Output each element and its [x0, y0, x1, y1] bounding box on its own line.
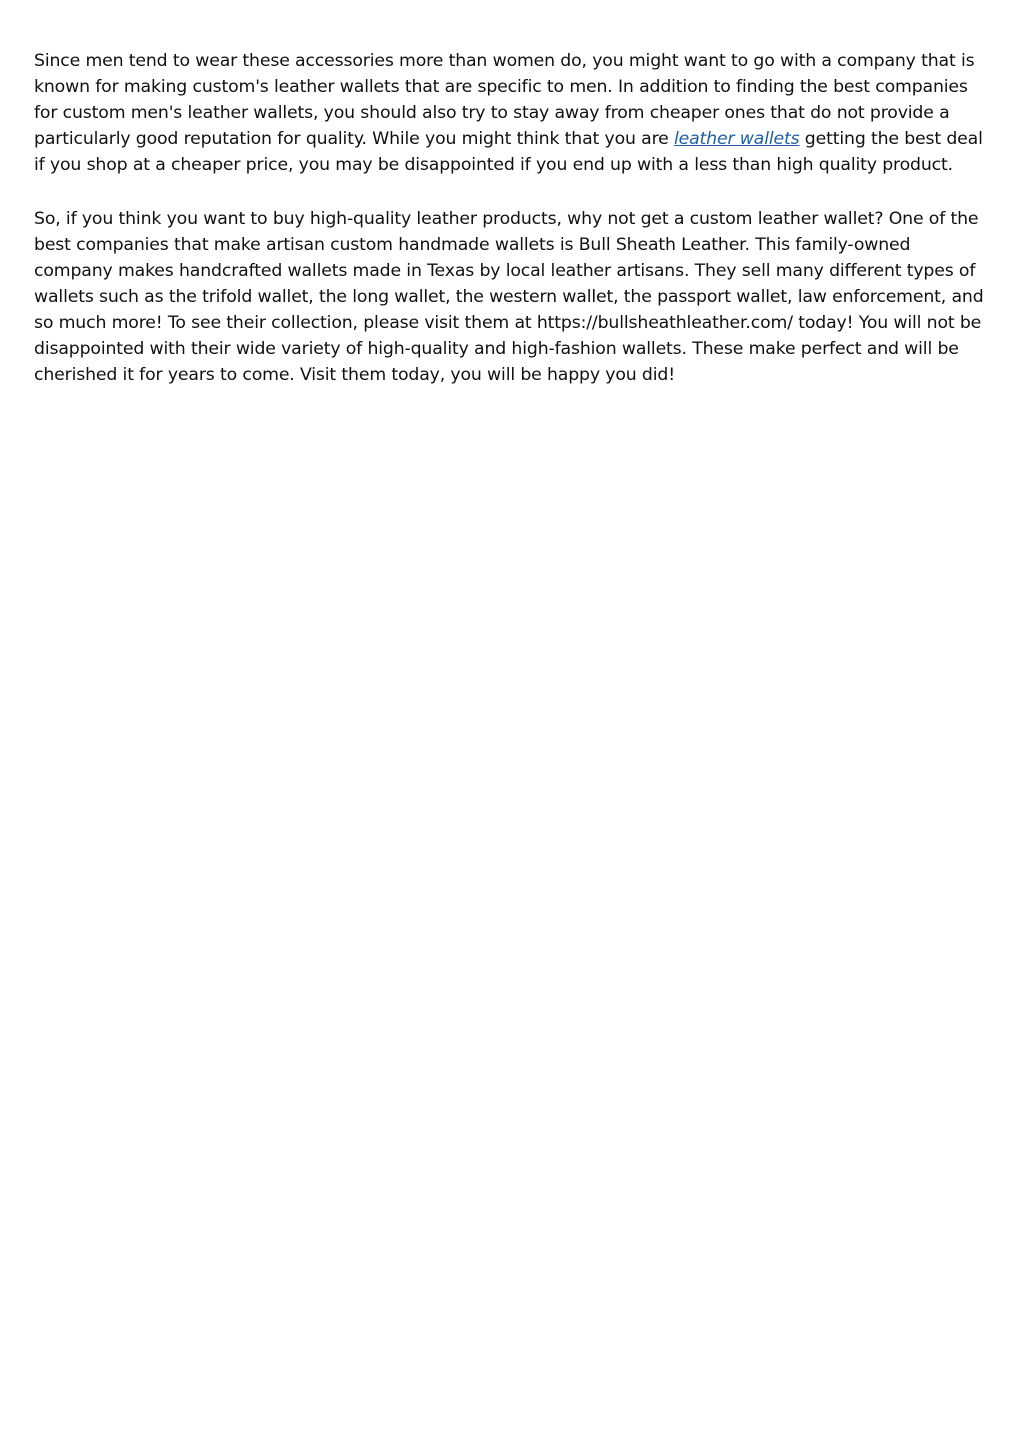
- paragraph-2: So, if you think you want to buy high-quality leather products, why not get a custom leather wallet? One of the best companies that make artisan custom handmade wallets is Bull Sheath Leather. This family-owned company makes handcrafted wallets made in Texas by local leather artisans. They sell many different types of wallets such as the trifold wallet, the long wallet, the western wallet, the passport wallet, law enforcement, and so much more! To see their collection, please visit them at https://bullsheathleather.com/ today! You will not be disappointed with their wide variety of high-quality and high-fashion wallets. These make perfect and will be cherished it for years to come. Visit them today, you will be happy you did!: [34, 209, 984, 385]
- paragraph-1-text-after-link: getting the best deal if you shop at a cheaper price, you may be disappointed if you end up with a less than high quality product.: [34, 129, 983, 175]
- leather-wallets-link[interactable]: leather wallets: [673, 129, 800, 149]
- document-body: [34, 48, 994, 416]
- paragraph-1-text-before-link: Since men tend to wear these accessories more than women do, you might want to go with a company that is known for making custom's leather wallets that are specific to men. In addition to finding the best companies for custom men's leather wallets, you should also try to stay away from cheaper ones that do not provide a particularly good reputation for quality. While you might think that you are: [34, 51, 975, 149]
- paragraph-1: [34, 48, 994, 178]
